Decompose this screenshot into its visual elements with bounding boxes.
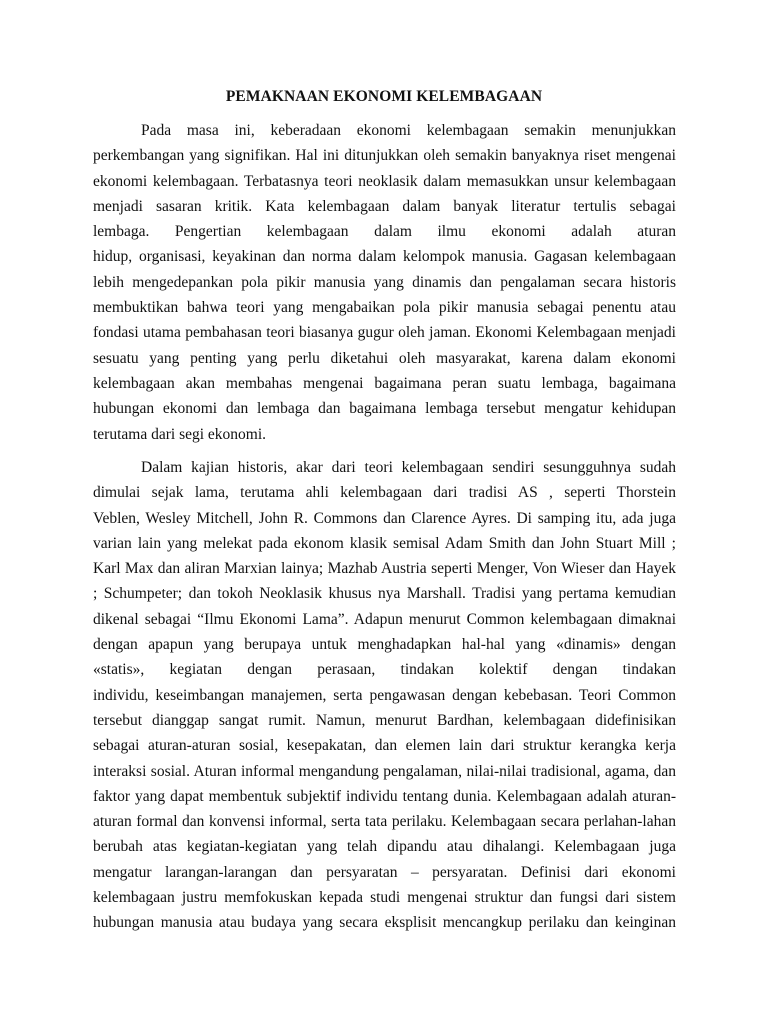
text-line: lebih mengedepankan pola pikir manusia yang dinamis dan pengalaman secara historis — [93, 273, 676, 291]
text-line: mengatur larangan-larangan dan persyaratan – persyaratan. Definisi dari ekonomi — [93, 863, 676, 881]
text-line: hubungan ekonomi dan lembaga dan bagaimana lembaga tersebut mengatur kehidupan — [93, 400, 676, 418]
document-title: PEMAKNAAN EKONOMI KELEMBAGAAN — [225, 88, 543, 105]
text-line: perkembangan yang signifikan. Hal ini ditunjukkan oleh semakin banyaknya riset mengenai — [93, 147, 676, 165]
text-line: interaksi sosial. Aturan informal mengandung pengalaman, nilai-nilai tradisional, agama, dan — [93, 762, 676, 780]
text-line: ; Schumpeter; dan tokoh Neoklasik khusus nya Marshall. Tradisi yang pertama kemudian — [93, 585, 676, 603]
text-line: hidup, organisasi, keyakinan dan norma dalam kelompok manusia. Gagasan kelembagaan — [93, 248, 676, 266]
text-line: Karl Max dan aliran Marxian lainya; Mazhab Austria seperti Menger, Von Wieser dan Hayek — [93, 560, 676, 578]
text-line: sesuatu yang penting yang perlu diketahui oleh masyarakat, karena dalam ekonomi — [93, 349, 676, 367]
text-line: menjadi sasaran kritik. Kata kelembagaan dalam banyak literatur tertulis sebagai — [93, 197, 676, 215]
text-line: Veblen, Wesley Mitchell, John R. Commons dan Clarence Ayres. Di samping itu, ada juga — [93, 509, 676, 527]
text-line: sebagai aturan-aturan sosial, kesepakatan, dan elemen lain dari struktur kerangka kerja — [93, 737, 676, 755]
text-line: terutama dari segi ekonomi. — [93, 425, 267, 443]
text-line: lembaga. Pengertian kelembagaan dalam ilmu ekonomi adalah aturan — [93, 223, 676, 241]
text-line: kelembagaan akan membahas mengenai bagaimana peran suatu lembaga, bagaimana — [93, 374, 676, 392]
text-line: Pada masa ini, keberadaan ekonomi kelembagaan semakin menunjukkan — [141, 122, 676, 139]
text-line: membuktikan bahwa teori yang mengabaikan pola pikir manusia sebagai penentu atau — [93, 299, 676, 317]
text-line: aturan formal dan konvensi informal, serta tata perilaku. Kelembagaan secara perlahan-lahan — [93, 813, 676, 831]
text-line: hubungan manusia atau budaya yang secara eksplisit mencangkup perilaku dan keinginan — [93, 914, 676, 932]
text-line: individu, keseimbangan manajemen, serta pengawasan dengan kebebasan. Teori Common — [93, 686, 676, 704]
text-line: varian lain yang melekat pada ekonom klasik semisal Adam Smith dan John Stuart Mill ; — [93, 534, 676, 552]
text-line: tersebut dianggap sangat rumit. Namun, menurut Bardhan, kelembagaan didefinisikan — [93, 711, 676, 729]
text-line: dimulai sejak lama, terutama ahli kelembagaan dari tradisi AS , seperti Thorstein — [93, 484, 676, 502]
text-line: ekonomi kelembagaan. Terbatasnya teori neoklasik dalam memasukkan unsur kelembagaan — [93, 172, 676, 190]
text-line: dikenal sebagai “Ilmu Ekonomi Lama”. Adapun menurut Common kelembagaan dimaknai — [93, 610, 676, 628]
text-line: «statis», kegiatan dengan perasaan, tindakan kolektif dengan tindakan — [93, 661, 676, 679]
text-line: kelembagaan justru memfokuskan kepada studi mengenai struktur dan fungsi dari sistem — [93, 889, 676, 907]
text-line: dengan apapun yang berupaya untuk menghadapkan hal-hal yang «dinamis» dengan — [93, 636, 676, 654]
text-line: fondasi utama pembahasan teori biasanya gugur oleh jaman. Ekonomi Kelembagaan menjadi — [93, 324, 676, 342]
text-line: faktor yang dapat membentuk subjektif individu tentang dunia. Kelembagaan adalah aturan- — [93, 787, 676, 805]
text-line: berubah atas kegiatan-kegiatan yang telah dipandu atau dihalangi. Kelembagaan juga — [93, 838, 676, 856]
text-line: Dalam kajian historis, akar dari teori kelembagaan sendiri sesungguhnya sudah — [141, 459, 676, 476]
paragraph-2 — [93, 455, 676, 936]
paragraph-1 — [93, 118, 676, 447]
